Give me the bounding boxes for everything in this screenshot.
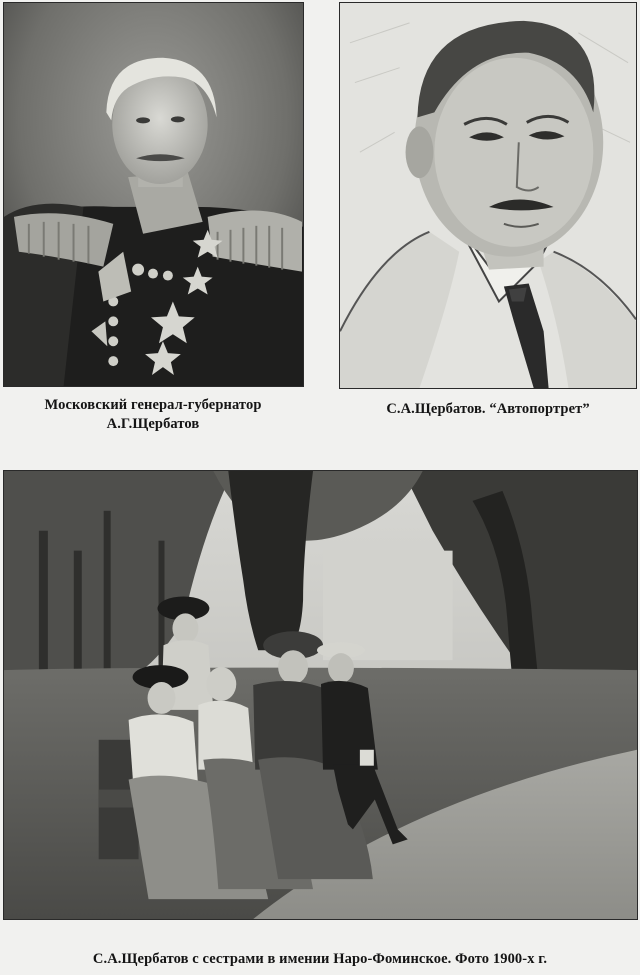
family-photo-image: [4, 471, 637, 919]
selfportrait-caption-text: С.А.Щербатов. “Автопортрет”: [386, 401, 590, 417]
governor-caption-line2: А.Г.Щербатов: [106, 416, 200, 432]
governor-caption-line1: Московский генерал-губернатор: [44, 397, 262, 413]
governor-portrait-photo: [3, 2, 304, 387]
selfportrait-caption: [339, 400, 637, 419]
selfportrait-photo: [339, 2, 637, 389]
governor-caption: [0, 396, 306, 434]
selfportrait-image: [340, 3, 636, 388]
family-photo: [3, 470, 638, 920]
governor-portrait-image: [4, 3, 303, 386]
family-caption-text: С.А.Щербатов с сестрами в имении Наро-Фоминское. Фото 1900-х г.: [92, 951, 548, 967]
family-caption: [0, 950, 640, 969]
